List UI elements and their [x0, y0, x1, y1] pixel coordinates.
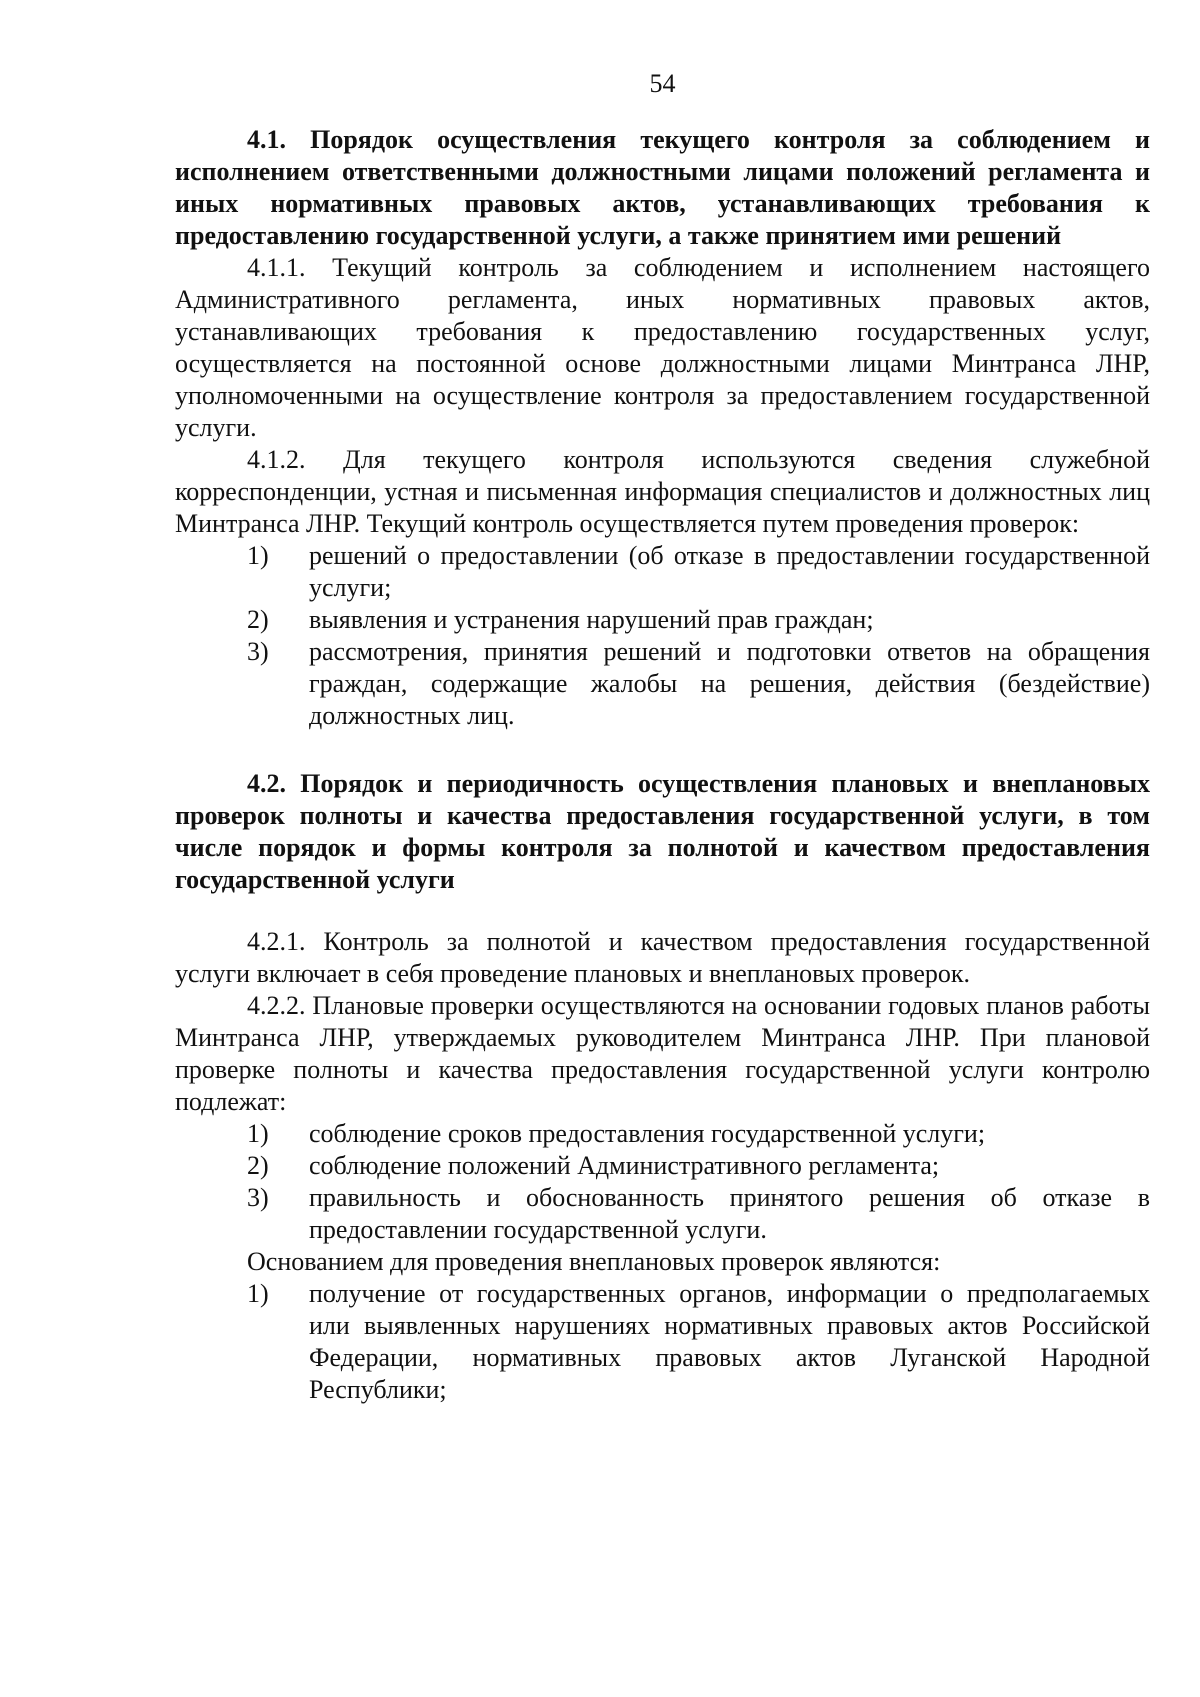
list-item — [247, 1182, 1150, 1246]
list-item-number: 1) — [247, 1119, 269, 1148]
list-item-text: рассмотрения, принятия решений и подготовки ответов на обращения граждан, содержащие жалобы на решения, действия (бездействие) должностных лиц. — [309, 637, 1150, 730]
paragraph-4-2-1: 4.2.1. Контроль за полнотой и качеством предоставления государственной услуги включает в себя проведение плановых и внеплановых проверок. — [175, 927, 1150, 988]
list-item-number: 1) — [247, 541, 269, 570]
list-item-text: правильность и обоснованность принятого решения об отказе в предоставлении государственной услуги. — [309, 1183, 1150, 1244]
list-item — [247, 604, 1150, 636]
paragraph-unplanned-intro: Основанием для проведения внеплановых проверок являются: — [247, 1247, 941, 1276]
section-spacer — [175, 896, 1150, 926]
list-item-number: 2) — [247, 1151, 269, 1180]
section-spacer — [175, 732, 1150, 768]
list-item-number: 1) — [247, 1279, 269, 1308]
paragraph-4-1-2: 4.1.2. Для текущего контроля используются сведения служебной корреспонденции, устная и письменная информация специалистов и должностных лиц Минтранса ЛНР. Текущий контроль осуществляется путем проведения проверок: — [175, 445, 1150, 538]
list-item — [247, 636, 1150, 732]
section-4-2-heading: 4.2. Порядок и периодичность осуществления плановых и внеплановых проверок полноты и качества предоставления государственной услуги, в том числе порядок и формы контроля за полнотой и качеством предоставления государственной услуги — [175, 769, 1150, 894]
paragraph-4-1-1: 4.1.1. Текущий контроль за соблюдением и исполнением настоящего Административного регламента, иных нормативных правовых актов, устанавливающих требования к предоставлению государственных услуг, осуществляется на постоянной основе должностными лицами Минтранса ЛНР, уполномоченными на осуществление контроля за предоставлением государственной услуги. — [175, 253, 1150, 442]
section-4-1-heading: 4.1. Порядок осуществления текущего контроля за соблюдением и исполнением ответственными должностными лицами положений регламента и иных нормативных правовых актов, устанавливающих требования к предоставлению государственной услуги, а также принятием ими решений — [175, 125, 1150, 250]
list-item-text: выявления и устранения нарушений прав граждан; — [309, 605, 874, 634]
page-number: 54 — [649, 69, 676, 98]
list-item-text: соблюдение сроков предоставления государственной услуги; — [309, 1119, 986, 1148]
list-item-text: получение от государственных органов, информации о предполагаемых или выявленных нарушениях нормативных правовых актов Российской Федерации, нормативных правовых актов Луганской Народной Республики; — [309, 1279, 1150, 1404]
list-item-number: 2) — [247, 605, 269, 634]
list-item-number: 3) — [247, 637, 269, 666]
list-item-text: соблюдение положений Административного регламента; — [309, 1151, 940, 1180]
document-page — [175, 68, 1150, 1406]
list-item — [247, 1278, 1150, 1406]
list-item — [247, 1118, 1150, 1150]
list-item — [247, 540, 1150, 604]
paragraph-4-2-2: 4.2.2. Плановые проверки осуществляются на основании годовых планов работы Минтранса ЛНР, утверждаемых руководителем Минтранса ЛНР. При плановой проверке полноты и качества предоставления государственной услуги контролю подлежат: — [175, 991, 1150, 1116]
list-item-text: решений о предоставлении (об отказе в предоставлении государственной услуги; — [309, 541, 1150, 602]
list-item-number: 3) — [247, 1183, 269, 1212]
list-item — [247, 1150, 1150, 1182]
